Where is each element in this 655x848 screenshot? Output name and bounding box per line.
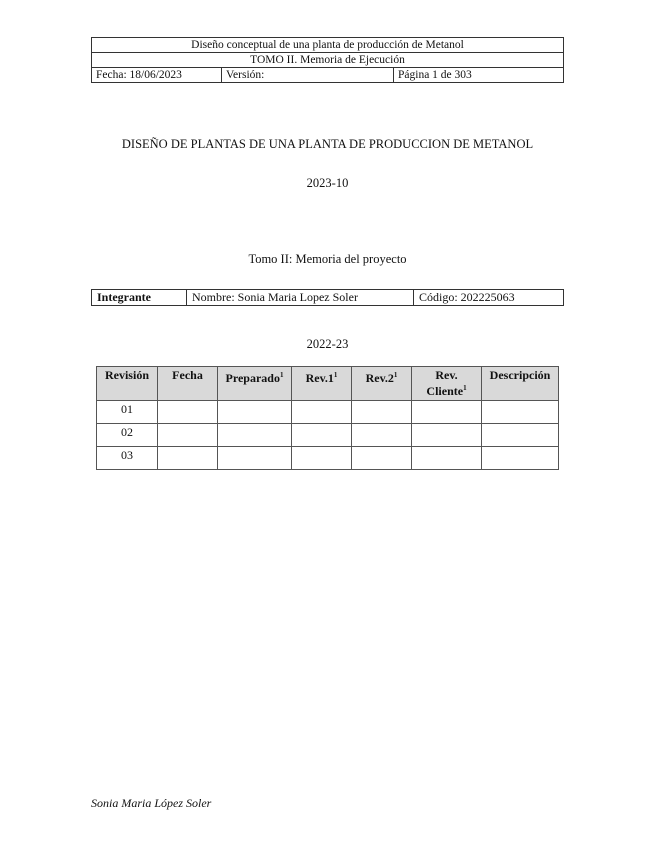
revision-number: 03 (97, 447, 158, 470)
integrante-codigo: Código: 202225063 (414, 290, 564, 306)
tomo-title: Tomo II: Memoria del proyecto (248, 252, 407, 266)
document-header (91, 37, 564, 83)
col-revision: Revisión (97, 367, 158, 401)
col-fecha: Fecha (158, 367, 218, 401)
table-row (97, 447, 559, 470)
col-preparado: Preparado$^1$ (218, 367, 292, 401)
revision-table (96, 366, 559, 470)
table-row (97, 424, 559, 447)
main-title: DISEÑO DE PLANTAS DE UNA PLANTA DE PRODUCCION DE METANOL (121, 137, 534, 151)
footer-author: Sonia Maria López Soler (91, 796, 212, 810)
integrante-label: Integrante (92, 290, 187, 306)
revision-number: 01 (97, 401, 158, 424)
col-rev1: $Rev.1^1$ (292, 367, 352, 401)
table-row (97, 401, 559, 424)
revision-header-row (97, 367, 559, 401)
col-rev2: $Rev.2^1$ (352, 367, 412, 401)
academic-year: 2022-23 (306, 337, 349, 351)
header-version: Versión: (222, 68, 394, 83)
integrante-nombre: Nombre: Sonia Maria Lopez Soler (187, 290, 414, 306)
col-descripcion: Descripción (482, 367, 559, 401)
revision-number: 02 (97, 424, 158, 447)
period: 2023-10 (306, 176, 349, 190)
header-date: Fecha: 18/06/2023 (92, 68, 222, 83)
header-page: Página 1 de 303 (394, 68, 564, 83)
integrante-table (91, 289, 564, 306)
col-rev-cliente: Rev. Cliente$^1$ (412, 367, 482, 401)
header-subtitle: TOMO II. Memoria de Ejecución (92, 53, 564, 68)
header-title: Diseño conceptual de una planta de producción de Metanol (92, 38, 564, 53)
